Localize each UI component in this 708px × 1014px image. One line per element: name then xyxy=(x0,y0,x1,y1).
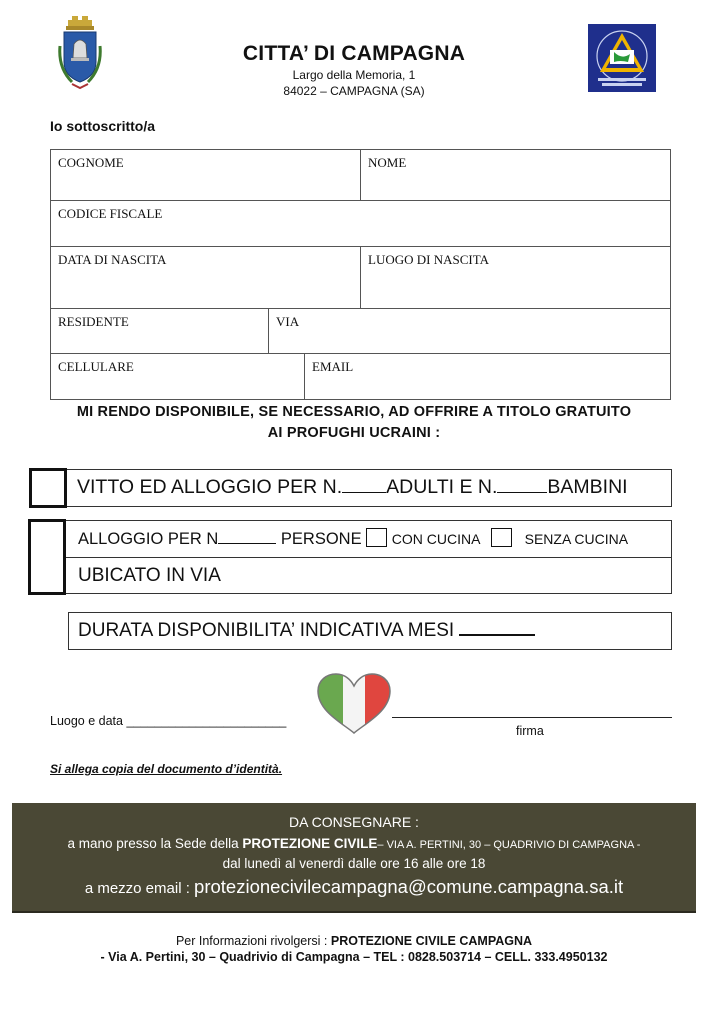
adulti-blank[interactable] xyxy=(342,492,386,493)
email-field[interactable] xyxy=(304,353,671,400)
address-line-1: Largo della Memoria, 1 xyxy=(292,68,416,82)
vitto-alloggio-text xyxy=(77,476,628,499)
vitto-part-1: VITTO ED ALLOGGIO PER N. xyxy=(77,476,343,498)
footer-contacts: - Via A. Pertini, 30 – Quadrivio di Campagna – TEL : 0828.503714 – CELL. 333.4950132 xyxy=(100,950,608,964)
vitto-alloggio-checkbox[interactable] xyxy=(29,468,67,508)
persone-blank[interactable] xyxy=(218,543,276,544)
alloggio-part-2: PERSONE xyxy=(280,530,362,548)
data-nascita-label: DATA DI NASCITA xyxy=(58,252,167,267)
con-cucina-label: CON CUCINA xyxy=(391,531,481,547)
delivery-line-1 xyxy=(12,836,696,851)
delivery-panel xyxy=(12,803,696,911)
declaration-line-2: AI PROFUGHI UCRAINI : xyxy=(267,425,441,441)
codice-fiscale-label: CODICE FISCALE xyxy=(58,206,163,221)
firma-line[interactable] xyxy=(392,717,672,718)
cognome-field[interactable] xyxy=(50,149,361,201)
delivery-line3-prefix: a mezzo email : xyxy=(84,880,195,897)
codice-fiscale-field[interactable] xyxy=(50,200,671,247)
luogo-nascita-label: LUOGO DI NASCITA xyxy=(368,252,490,267)
durata-label: DURATA DISPONIBILITA’ INDICATIVA MESI xyxy=(78,620,455,641)
cellulare-field[interactable] xyxy=(50,353,305,400)
delivery-line1-mid: – VIA A. PERTINI, 30 – xyxy=(377,839,494,851)
luogo-nascita-field[interactable] xyxy=(360,246,671,309)
mesi-blank[interactable] xyxy=(459,634,535,636)
via-field[interactable] xyxy=(268,308,671,354)
footer-info-bold: PROTEZIONE CIVILE CAMPAGNA xyxy=(330,934,533,948)
luogo-data-label: Luogo e data xyxy=(50,714,123,728)
delivery-email-link[interactable]: protezionecivilecampagna@comune.campagna.sa.it xyxy=(194,876,624,897)
via-label: VIA xyxy=(276,314,300,329)
residente-label: RESIDENTE xyxy=(58,314,129,329)
subscriber-label: Io sottoscritto/a xyxy=(50,118,156,134)
data-nascita-field[interactable] xyxy=(50,246,361,309)
durata-text xyxy=(78,620,535,642)
luogo-data-row xyxy=(50,714,286,728)
delivery-line1-bold: PROTEZIONE CIVILE xyxy=(242,836,378,851)
bambini-blank[interactable] xyxy=(497,492,547,493)
delivery-line-2: dal lunedì al venerdì dalle ore 16 alle ore 18 xyxy=(222,856,486,871)
delivery-line1-prefix: a mano presso la Sede della xyxy=(67,836,243,851)
senza-cucina-checkbox[interactable] xyxy=(491,528,512,547)
delivery-title: DA CONSEGNARE : xyxy=(289,814,419,830)
address-line-2: 84022 – CAMPAGNA (SA) xyxy=(283,84,425,98)
attachment-note: Si allega copia del documento d’identità. xyxy=(50,762,283,776)
delivery-line-3 xyxy=(12,876,696,898)
nome-label: NOME xyxy=(368,155,407,170)
delivery-line1-suffix: QUADRIVIO DI CAMPAGNA - xyxy=(493,839,641,851)
footer-info xyxy=(0,934,708,948)
footer-info-prefix: Per Informazioni rivolgersi : xyxy=(175,934,331,948)
residente-field[interactable] xyxy=(50,308,269,354)
cognome-label: COGNOME xyxy=(58,155,124,170)
ubicato-label: UBICATO IN VIA xyxy=(78,565,221,586)
vitto-part-2: ADULTI E N. xyxy=(386,476,498,498)
cellulare-label: CELLULARE xyxy=(58,359,134,374)
senza-cucina-label: SENZA CUCINA xyxy=(524,531,629,547)
firma-label: firma xyxy=(516,724,544,738)
italian-flag-heart-icon xyxy=(314,671,394,737)
luogo-data-blank[interactable]: _______________________ xyxy=(126,714,287,728)
civil-protection-logo-icon xyxy=(588,24,656,92)
con-cucina-checkbox[interactable] xyxy=(366,528,387,547)
alloggio-text xyxy=(78,528,628,549)
declaration-line-1: MI RENDO DISPONIBILE, SE NECESSARIO, AD OFFRIRE A TITOLO GRATUITO xyxy=(76,404,632,420)
alloggio-checkbox[interactable] xyxy=(28,519,66,595)
vitto-part-3: BAMBINI xyxy=(547,476,628,498)
page-title: CITTA’ DI CAMPAGNA xyxy=(242,42,466,65)
alloggio-part-1: ALLOGGIO PER N xyxy=(78,530,219,548)
nome-field[interactable] xyxy=(360,149,671,201)
email-label: EMAIL xyxy=(312,359,354,374)
